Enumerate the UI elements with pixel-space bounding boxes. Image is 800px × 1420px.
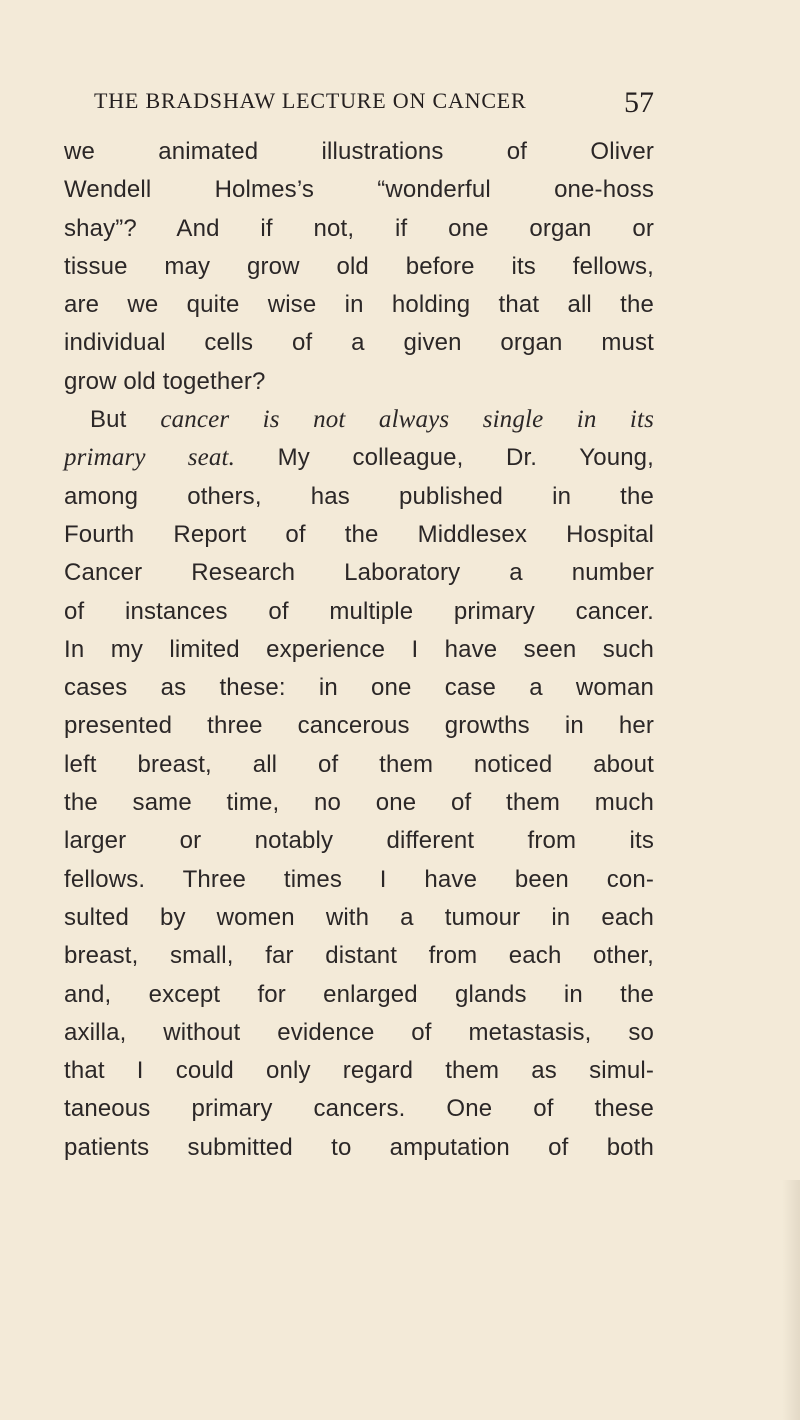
text-line: Wendell Holmes’s “wonderful one-hoss <box>64 176 654 204</box>
text-segment: My colleague, Dr. Young, <box>235 444 655 472</box>
text-line <box>64 401 654 439</box>
text-line: sulted by women with a tumour in each <box>64 903 654 931</box>
text-line: that I could only regard them as simul- <box>64 1057 654 1085</box>
text-line: larger or notably different from its <box>64 827 654 855</box>
text-line: the same time, no one of them much <box>64 789 654 817</box>
text-line: Cancer Research Laboratory a number <box>64 559 654 587</box>
text-line: fellows. Three times I have been con- <box>64 865 654 893</box>
text-line: grow old together? <box>64 367 266 395</box>
text-line: In my limited experience I have seen such <box>64 635 654 663</box>
text-line: shay”? And if not, if one organ or <box>64 214 654 242</box>
italic-phrase: cancer is not always single in its <box>160 406 654 434</box>
text-line: cases as these: in one case a woman <box>64 674 654 702</box>
page-header <box>94 88 654 128</box>
text-line: of instances of multiple primary cancer. <box>64 597 654 625</box>
text-line <box>64 439 654 477</box>
text-line: patients submitted to amputation of both <box>64 1133 654 1161</box>
text-line: tissue may grow old before its fellows, <box>64 252 654 280</box>
text-segment: But <box>90 406 161 434</box>
page-edge-shadow <box>782 1180 800 1420</box>
text-line: we animated illustrations of Oliver <box>64 138 654 165</box>
text-line: and, except for enlarged glands in the <box>64 980 654 1008</box>
text-line: left breast, all of them noticed about <box>64 750 654 778</box>
running-title: THE BRADSHAW LECTURE ON CANCER <box>94 88 527 113</box>
italic-phrase: primary seat. <box>64 444 236 472</box>
body-text <box>64 133 654 1167</box>
text-line: are we quite wise in holding that all the <box>64 291 654 319</box>
text-line: Fourth Report of the Middlesex Hospital <box>64 520 654 548</box>
text-line: presented three cancerous growths in her <box>64 712 654 740</box>
text-line: axilla, without evidence of metastasis, so <box>64 1018 654 1046</box>
text-line: taneous primary cancers. One of these <box>64 1095 654 1123</box>
text-line: individual cells of a given organ must <box>64 329 654 357</box>
text-line: breast, small, far distant from each other, <box>64 942 654 970</box>
page-number: 57 <box>624 86 654 119</box>
text-line: among others, has published in the <box>64 482 654 510</box>
